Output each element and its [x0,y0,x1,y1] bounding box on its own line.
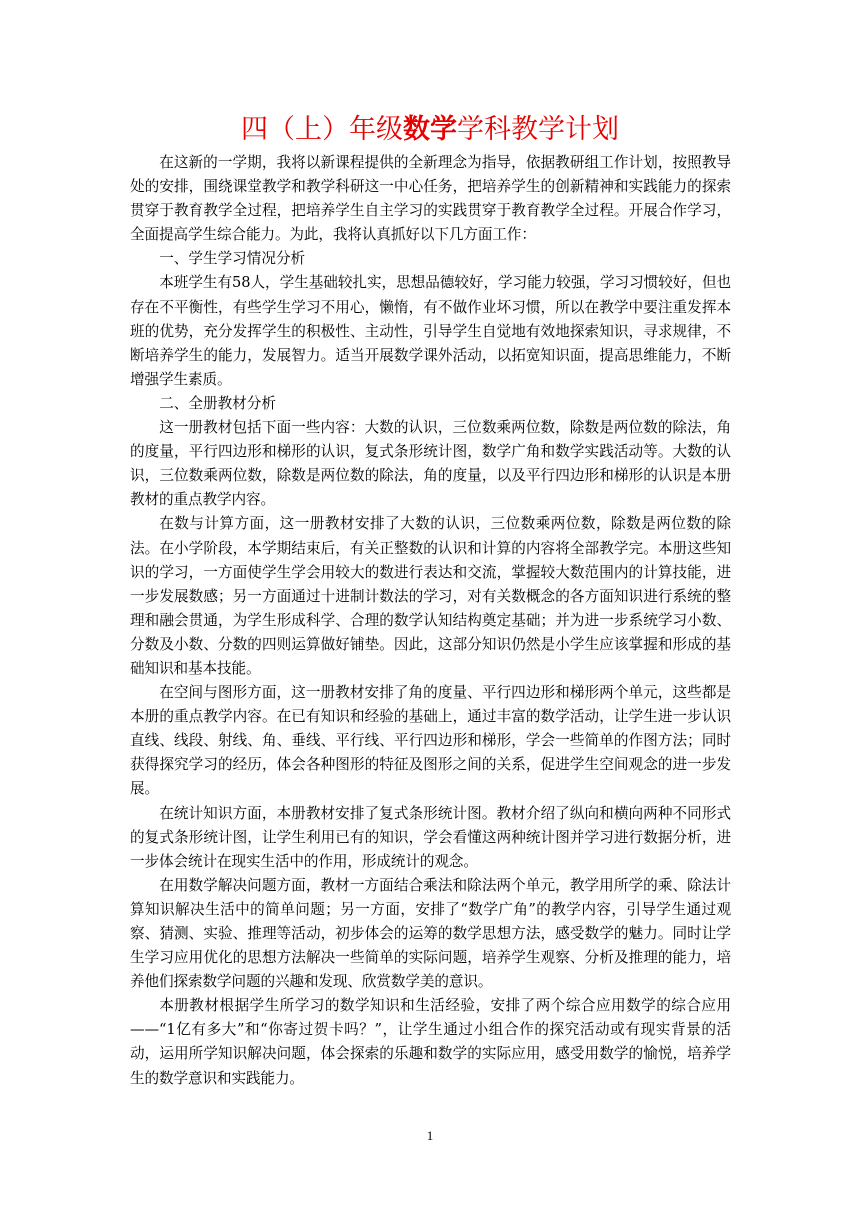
comprehensive-application-paragraph: 本册教材根据学生所学习的数学知识和生活经验，安排了两个综合应用数学的综合应用——“1亿有多大”和“你寄过贺卡吗？”，让学生通过小组合作的探究活动或有现实背景的活动，运用所学知识解决问题，体会探索的乐趣和数学的实际应用，感受用数学的愉悦，培养学生的数学意识和实践能力。 [130,997,731,1087]
document-body [130,151,731,1091]
page-title [0,110,860,150]
intro-paragraph: 在这新的一学期，我将以新课程提供的全新理念为指导，依据教研组工作计划，按照教导处的安排，围绕课堂教学和教学科研这一中心任务，把培养学生的创新精神和实践能力的探索贯穿于教育教学全过程，把培养学生自主学习的实践贯穿于教育教学全过程。开展合作学习，全面提高学生综合能力。为此，我将认真抓好以下几方面工作： [130,154,731,244]
number-calculation-paragraph: 在数与计算方面，这一册教材安排了大数的认识，三位数乘两位数，除数是两位数的除法。在小学阶段，本学期结束后，有关正整数的认识和计算的内容将全部教学完。本册这些知识的学习，一方面使学生学会用较大的数进行表达和交流，掌握较大数范围内的计算技能，进一步发展数感；另一方面通过十进制计数法的学习，对有关数概念的各方面知识进行系统的整理和融会贯通，为学生形成科学、合理的数学认知结构奠定基础；并为进一步系统学习小数、分数及小数、分数的四则运算做好铺垫。因此，这部分知识仍然是小学生应该掌握和形成的基础知识和基本技能。 [130,515,731,677]
section-heading-student-analysis: 一、学生学习情况分析 [159,250,306,268]
problem-solving-paragraph: 在用数学解决问题方面，教材一方面结合乘法和除法两个单元，教学用所学的乘、除法计算知识解决生活中的简单问题；另一方面，安排了“数学广角”的教学内容，引导学生通过观察、猜测、实验、推理等活动，初步体会的运筹的数学思想方法，感受数学的魅力。同时让学生学习应用优化的思想方法解决一些简单的实际问题，培养学生观察、分析及推理的能力，培养他们探索数学问题的兴趣和发现、欣赏数学美的意识。 [130,876,731,991]
section-heading-textbook-analysis: 二、全册教材分析 [159,394,276,412]
title-subject: 数学 [403,114,457,145]
title-plan: 学科教学计划 [457,114,619,145]
title-grade: 四（上）年级 [241,114,403,145]
space-geometry-paragraph: 在空间与图形方面，这一册教材安排了角的度量、平行四边形和梯形两个单元，这些都是本册的重点教学内容。在已有知识和经验的基础上，通过丰富的数学活动，让学生进一步认识直线、线段、射线、角、垂线、平行线、平行四边形和梯形，学会一些简单的作图方法；同时获得探究学习的经历，体会各种图形的特征及图形之间的关系，促进学生空间观念的进一步发展。 [130,684,731,798]
student-analysis-paragraph: 本班学生有58人，学生基础较扎实，思想品德较好，学习能力较强，学习习惯较好，但也存在不平衡性，有些学生学习不用心，懒惰，有不做作业坏习惯，所以在教学中要注重发挥本班的优势，充分发挥学生的积极性、主动性，引导学生自觉地有效地探索知识，寻求规律，不断培养学生的能力，发展智力。适当开展数学课外活动，以拓宽知识面，提高思维能力，不断增强学生素质。 [130,274,731,388]
textbook-contents-paragraph: 这一册教材包括下面一些内容：大数的认识，三位数乘两位数，除数是两位数的除法，角的度量，平行四边形和梯形的认识，复式条形统计图，数学广角和数学实践活动等。大数的认识，三位数乘两位数，除数是两位数的除法，角的度量，以及平行四边形和梯形的认识是本册教材的重点教学内容。 [130,419,731,509]
statistics-paragraph: 在统计知识方面，本册教材安排了复式条形统计图。教材介绍了纵向和横向两种不同形式的复式条形统计图，让学生利用已有的知识，学会看懂这两种统计图并学习进行数据分析，进一步体会统计在现实生活中的作用，形成统计的观念。 [130,804,731,870]
page-number: 1 [426,1128,434,1143]
